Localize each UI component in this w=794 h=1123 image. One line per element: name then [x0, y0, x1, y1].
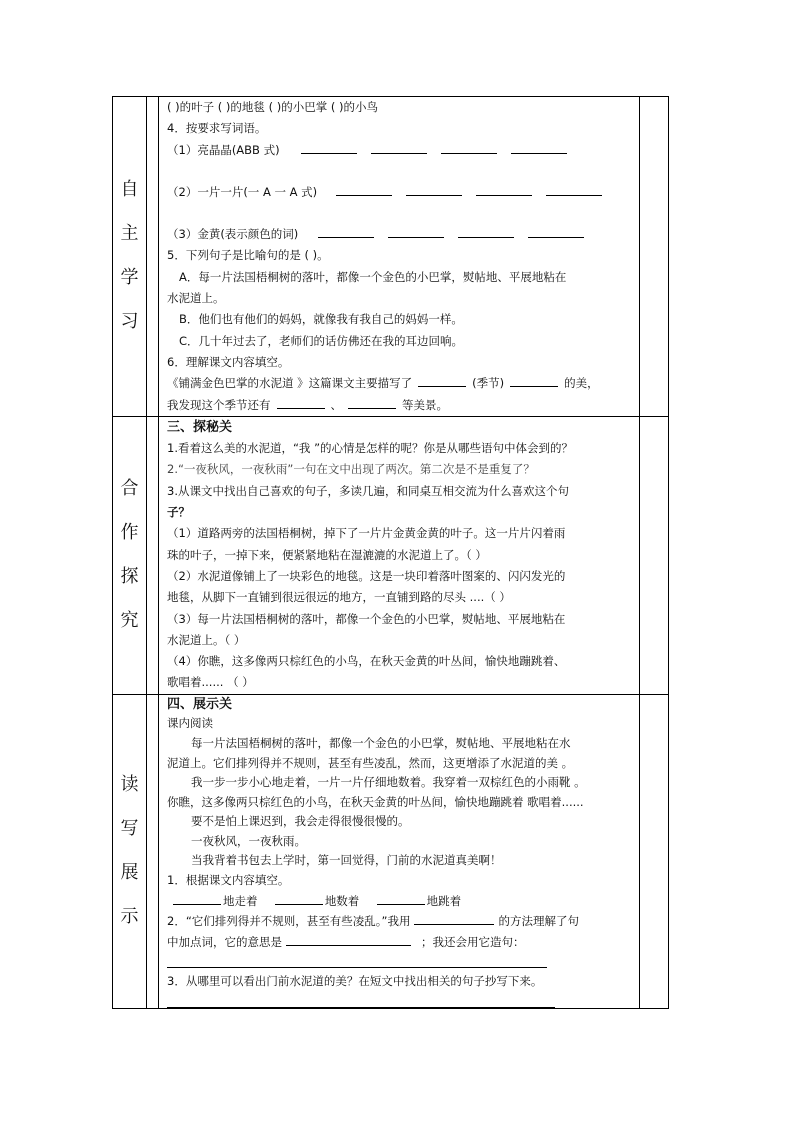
side-char: 合 [120, 478, 139, 500]
q2-text: 2．“它们排列得并不规则，甚至有些凌乱。”我用 [167, 914, 411, 929]
sentence-4: （4）你瞧，这多像两只棕红色的小鸟，在秋天金黄的叶丛间，愉快地蹦跳着、 [167, 654, 566, 669]
answer-blank[interactable] [418, 373, 466, 387]
q3-fill-row: ( )的叶子 ( )的地毯 ( )的小巴掌 ( )的小鸟 [167, 100, 378, 114]
passage-p5: 当我背着书包去上学时，第一回觉得，门前的水泥道真美啊！ [191, 853, 502, 868]
reading-content [159, 694, 640, 1008]
reading-q1-blanks [167, 891, 635, 912]
answer-blank[interactable] [277, 395, 325, 409]
answer-blank[interactable] [371, 140, 427, 154]
q2-text: 的方法理解了句 [498, 914, 579, 929]
side-label-cooperation [113, 416, 147, 694]
section-heading: 三、探秘关 [167, 419, 233, 435]
blank-suffix: 地跳着 [426, 893, 462, 908]
q4-2 [167, 182, 635, 203]
side-char: 主 [120, 223, 139, 245]
answer-blank[interactable] [441, 140, 497, 154]
sentence-4-cont: 歌唱着...... （ ） [167, 675, 254, 690]
q6-text: (季节) [472, 376, 505, 391]
q5-option-a-cont: 水泥道上。 [167, 291, 225, 306]
q4-3 [167, 224, 635, 245]
self-study-content [159, 97, 640, 417]
side-char: 读 [120, 774, 139, 796]
reading-q3: 3．从哪里可以看出门前水泥道的美？在短文中找出相关的句子抄写下来。 [167, 974, 543, 989]
answer-blank[interactable] [511, 140, 567, 154]
q6-text: 、 [330, 397, 342, 412]
q6-text: 我发现这个季节还有 [167, 397, 271, 412]
cooperation-content [159, 416, 640, 694]
passage-p2: 我一步一步小心地走着，一片一片仔细地数着。我穿着一双棕红色的小雨靴 。 [191, 775, 586, 790]
q4-2-label: （2）一片一片(一 A 一 A 式) [167, 184, 318, 199]
q6-text: 《铺满金色巴掌的水泥道 》这篇课文主要描写了 [167, 376, 413, 391]
q5-option-b: B．他们也有他们的妈妈，就像我有我自己的妈妈一样。 [179, 312, 463, 327]
q6-title: 6．理解课文内容填空。 [167, 354, 290, 369]
answer-blank[interactable] [388, 224, 444, 238]
reading-q2 [167, 911, 635, 932]
right-column-cell [640, 97, 669, 417]
answer-blank[interactable] [546, 182, 602, 196]
side-char: 探 [120, 566, 139, 588]
q5-option-c: C．几十年过去了，老师们的话仿佛还在我的耳边回响。 [179, 333, 464, 348]
q6-line-2 [167, 395, 635, 416]
answer-blank[interactable] [528, 224, 584, 238]
q4-title: 4．按要求写词语。 [167, 121, 267, 136]
side-char: 写 [120, 818, 139, 840]
side-char: 作 [120, 522, 139, 544]
explore-q3: 3.从课文中找出自己喜欢的句子，多读几遍，和同桌互相交流为什么喜欢这个句 [167, 483, 569, 498]
answer-blank[interactable] [301, 140, 357, 154]
answer-blank[interactable] [318, 224, 374, 238]
answer-blank[interactable] [377, 891, 425, 905]
q2-text: ；我还会用它造句： [421, 934, 525, 949]
answer-blank[interactable] [458, 224, 514, 238]
q6-text: 等美景。 [402, 397, 448, 412]
side-char: 习 [120, 311, 139, 333]
q6-line-1 [167, 373, 635, 394]
explore-q1: 1.看着这么美的水泥道，“我 ”的心情是怎样的呢？你是从哪些语句中体会到的？ [167, 441, 574, 456]
sentence-3: （3）每一片法国梧桐树的落叶，都像一个金色的小巴掌，熨帖地、平展地粘在 [167, 611, 566, 626]
passage-p4: 一夜秋风，一夜秋雨。 [191, 833, 306, 848]
passage-p2-cont: 你瞧，这多像两只棕红色的小鸟，在秋天金黄的叶丛间，愉快地蹦跳着 歌唱着...... [167, 794, 584, 809]
side-char: 自 [120, 179, 139, 201]
q4-1-label: （1）亮晶晶(ABB 式) [167, 142, 280, 157]
answer-blank[interactable] [173, 891, 221, 905]
q5-option-a: A．每一片法国梧桐树的落叶，都像一个金色的小巴掌，熨帖地、平展地粘在 [179, 269, 567, 284]
passage-p1-cont: 泥道上。它们排列得并不规则，甚至有些凌乱，然而，这更增添了水泥道的美 。 [167, 755, 574, 770]
worksheet-table [112, 96, 669, 1009]
answer-blank[interactable] [510, 373, 558, 387]
answer-line[interactable] [167, 952, 547, 968]
answer-blank[interactable] [275, 891, 323, 905]
sentence-3-cont: 水泥道上。（ ） [167, 632, 246, 647]
answer-line[interactable] [167, 992, 555, 1008]
narrow-column-cell [147, 416, 159, 694]
sentence-1-cont: 珠的叶子，一掉下来，便紧紧地粘在湿漉漉的水泥道上了。（ ） [167, 547, 487, 562]
q4-1 [167, 140, 635, 161]
side-label-reading-writing [113, 694, 147, 1008]
q2-text: 中加点词，它的意思是 [167, 934, 282, 949]
sentence-1: （1）道路两旁的法国梧桐树，掉下了一片片金黄金黄的叶子。这一片片闪着雨 [167, 526, 566, 541]
sentence-2-cont: 地毯，从脚下一直铺到很远很远的地方，一直铺到路的尽头 ....（ ） [167, 590, 511, 605]
narrow-column-cell [147, 97, 159, 417]
q5-title: 5．下列句子是比喻句的是 ( )。 [167, 248, 329, 263]
blank-suffix: 地数着 [324, 893, 360, 908]
right-column-cell [640, 694, 669, 1008]
reading-q2-cont [167, 932, 635, 953]
section-heading: 四、展示关 [167, 696, 233, 712]
q6-text: 的美， [564, 376, 599, 391]
explore-q2: 2.“一夜秋风，一夜秋雨”一句在文中出现了两次。第二次是不是重复了？ [167, 462, 535, 477]
side-char: 究 [120, 610, 139, 632]
sentence-2: （2）水泥道像铺上了一块彩色的地毯。这是一块印着落叶图案的、闪闪发光的 [167, 568, 566, 583]
answer-blank[interactable] [406, 182, 462, 196]
right-column-cell [640, 416, 669, 694]
narrow-column-cell [147, 694, 159, 1008]
answer-blank[interactable] [348, 395, 396, 409]
reading-q1: 1．根据课文内容填空。 [167, 873, 290, 888]
reading-subtitle: 课内阅读 [167, 716, 213, 731]
explore-q3-cont: 子？ [167, 505, 190, 520]
side-label-self-study [113, 97, 147, 417]
answer-blank[interactable] [476, 182, 532, 196]
answer-blank[interactable] [336, 182, 392, 196]
answer-blank[interactable] [414, 911, 494, 925]
side-char: 示 [120, 906, 139, 928]
passage-p3: 要不是怕上课迟到，我会走得很慢很慢的。 [191, 814, 410, 829]
q4-3-label: （3）金黄(表示颜色的词) [167, 227, 299, 242]
answer-blank[interactable] [286, 932, 411, 946]
blank-suffix: 地走着 [223, 893, 258, 908]
side-char: 学 [120, 267, 139, 289]
passage-p1: 每一片法国梧桐树的落叶，都像一个金色的小巴掌，熨帖地、平展地粘在水 [191, 735, 571, 750]
side-char: 展 [120, 862, 139, 884]
